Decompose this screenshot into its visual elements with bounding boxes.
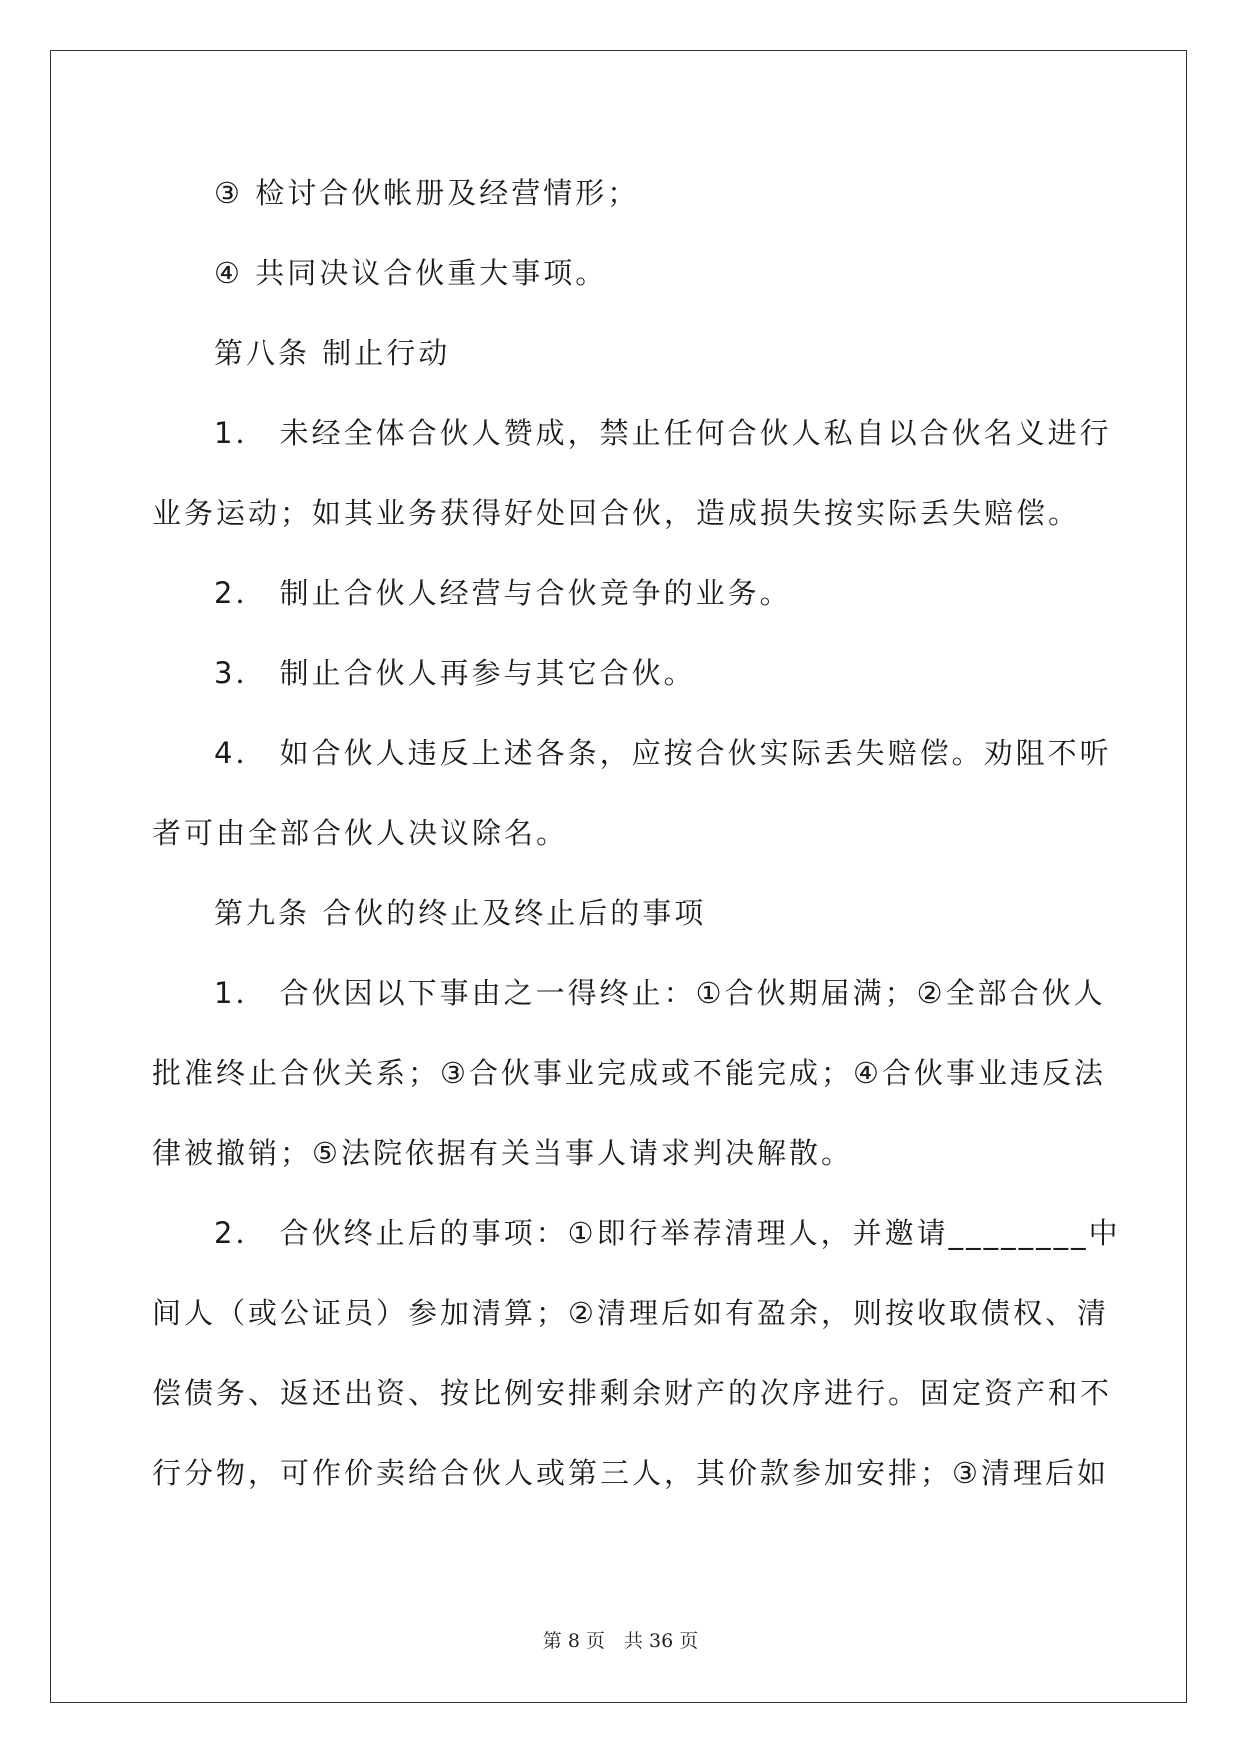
article-8-clause-2 [152, 553, 1092, 633]
article-9-clause-2 [152, 1193, 1121, 1513]
text-line: 行分物，可作价卖给合伙人或第三人，其价款参加安排；③清理后如 [152, 1456, 1109, 1490]
text-line: 批准终止合伙关系；③合伙事业完成或不能完成；④合伙事业违反法 [152, 1056, 1106, 1090]
article-8-clause-1 [152, 393, 1112, 553]
paragraph-item-3 [152, 153, 1092, 233]
article-8-clause-3 [152, 633, 1092, 713]
article-8-heading [152, 313, 1092, 393]
article-9-clause-1 [152, 953, 1106, 1193]
page-number-footer: 第 8 页 共 36 页 [542, 1630, 699, 1652]
paragraph-item-4 [152, 233, 1092, 313]
text-line: 3． 制止合伙人再参与其它合伙。 [214, 656, 696, 690]
text-line: 业务运动；如其业务获得好处回合伙，造成损失按实际丢失赔偿。 [152, 496, 1081, 530]
text-line: 2． 合伙终止后的事项：①即行举荐清理人，并邀请________中 [214, 1216, 1121, 1250]
text-line: ③ 检讨合伙帐册及经营情形； [214, 176, 640, 210]
article-9-heading [152, 873, 1092, 953]
text-line: 律被撤销；⑤法院依据有关当事人请求判决解散。 [152, 1136, 853, 1170]
text-line: 4． 如合伙人违反上述各条，应按合伙实际丢失赔偿。劝阻不听 [214, 736, 1112, 770]
text-line: 者可由全部合伙人决议除名。 [152, 816, 569, 850]
article-8-clause-4 [152, 713, 1112, 873]
text-line: 偿债务、返还出资、按比例安排剩余财产的次序进行。固定资产和不 [152, 1376, 1113, 1410]
text-line: ④ 共同决议合伙重大事项。 [214, 256, 608, 290]
text-line: 第八条 制止行动 [214, 336, 451, 370]
text-line: 1． 合伙因以下事由之一得终止：①合伙期届满；②全部合伙人 [214, 976, 1106, 1010]
text-line: 第九条 合伙的终止及终止后的事项 [214, 896, 707, 930]
text-line: 间人（或公证员）参加清算；②清理后如有盈余，则按收取债权、清 [152, 1296, 1109, 1330]
text-line: 2． 制止合伙人经营与合伙竞争的业务。 [214, 576, 792, 610]
text-line: 1． 未经全体合伙人赞成，禁止任何合伙人私自以合伙名义进行 [214, 416, 1112, 450]
